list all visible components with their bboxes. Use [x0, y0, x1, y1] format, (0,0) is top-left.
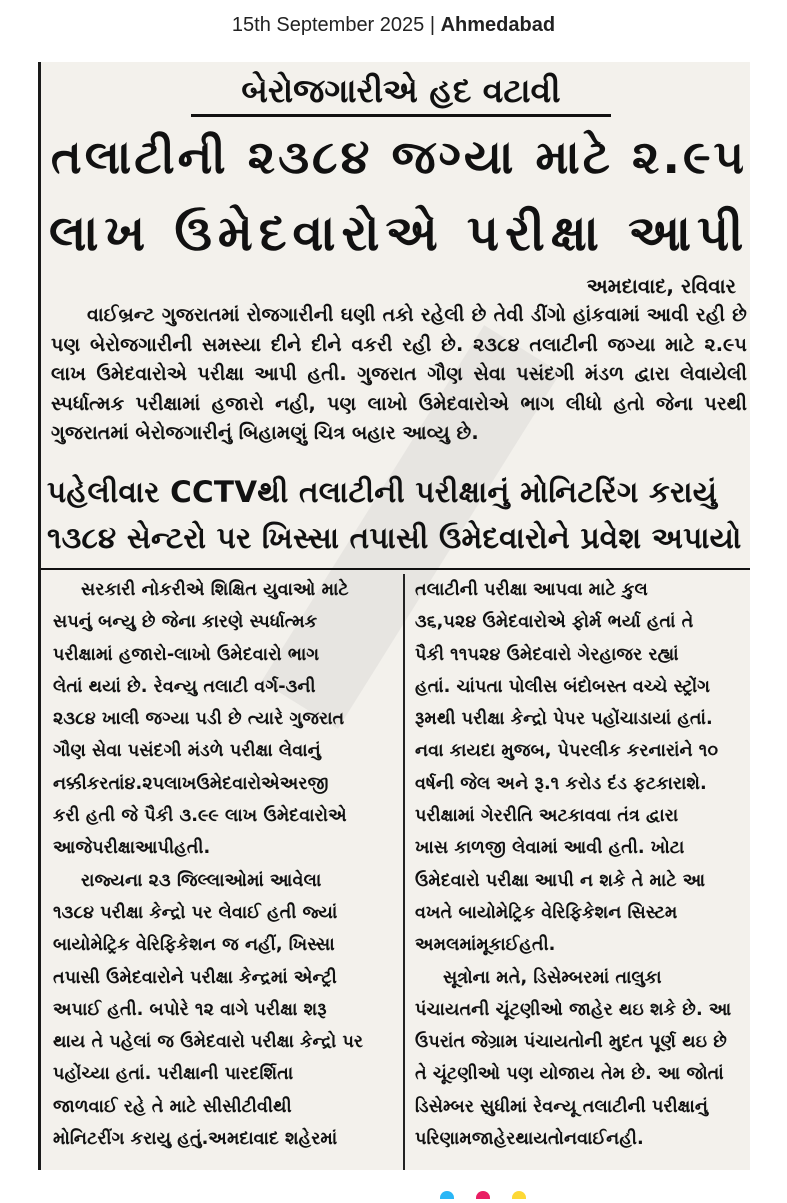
column-line: લેતાં થયાં છે. રેવન્યુ તલાટી વર્ગ-૩ની	[53, 676, 316, 697]
lead-paragraph: વાઈબ્રન્ટ ગુજરાતમાં રોજગારીની ઘણી તકો રહેલી છે તેવી ડીંગો હાંકવામાં આવી રહી છે પણ બેરોજગારીની સમસ્યા દીને દીને વકરી રહી છે. ૨૩૮૪ તલાટીની જગ્યા માટે ૨.૯૫ લાખ ઉમેદવારોએ પરીક્ષા આપી હતી. ગુજરાત ગૌણ સેવા પસંદગી મંડળ દ્વારા લેવાયેલી સ્પર્ધાત્મક પરીક્ષામાં હજારો નહી, પણ લાખો ઉમેદવારોએ ભાગ લીધો હતો જેના પરથી ગુજરાતમાં બેરોજગારીનું બિહામણું ચિત્ર બહાર આવ્યુ છે.	[51, 303, 747, 445]
column-line: વર્ષની જેલ અને રૂ.૧ કરોડ દંડ ફટકારાશે.	[415, 773, 707, 794]
column-line: થાય તે પહેલાં જ ઉમેદવારો પરીક્ષા કેન્દ્રો પર	[53, 1032, 364, 1053]
column-line: હતાં. ચાંપતા પોલીસ બંદોબસ્ત વચ્ચે સ્ટ્રોંગ	[415, 676, 711, 697]
column-line: વખતે બાયોમેટ્રિક વેરિફિકેશન સિસ્ટમ	[415, 902, 678, 923]
column-line: ગૌણ સેવા પસંદગી મંડળે પરીક્ષા લેવાનું	[53, 741, 321, 762]
column-line: અપાઈ હતી. બપોરે ૧૨ વાગે પરીક્ષા શરૂ	[53, 999, 327, 1020]
column-line: ૩૬,૫૨૪ ઉમેદવારોએ ફોર્મ ભર્યા હતાં તે	[415, 612, 694, 633]
column-line: રાજ્યના ૨૩ જિલ્લાઓમાં આવેલા	[81, 870, 322, 891]
column-line: ખાસ કાળજી લેવામાં આવી હતી. ખોટા	[415, 838, 685, 859]
column-line: રૂમથી પરીક્ષા કેન્દ્રો પેપર પહોંચાડાયાં હતાં.	[415, 709, 713, 730]
column-line: બાયોમેટ્રિક વેરિફિકેશન જ નહીં, ખિસ્સા	[53, 935, 335, 956]
column-line: જાળવાઈ રહે તે માટે સીસીટીવીથી	[53, 1096, 292, 1117]
section-divider	[41, 568, 750, 570]
article-kicker: બેરોજગારીએ હદ વટાવી	[191, 68, 611, 117]
city-text: Ahmedabad	[440, 14, 556, 36]
column-line: પરીક્ષામાં હજારો-લાખો ઉમેદવારો ભાગ	[53, 644, 320, 665]
column-line: ઉમેદવારો પરીક્ષા આપી ન શકે તે માટે આ	[415, 870, 706, 891]
registration-mark-magenta	[476, 1191, 490, 1199]
clipping-bottom-edge	[38, 1170, 750, 1200]
column-line: સૂત્રોના મતે, ડિસેમ્બરમાં તાલુકા	[443, 967, 662, 988]
column-line: ડિસેમ્બર સુધીમાં રેવન્યૂ તલાટીની પરીક્ષાનું	[415, 1096, 709, 1117]
headline-line-1: તલાટીની ૨૩૮૪ જગ્યા માટે ૨.૯૫	[50, 130, 748, 184]
headline-line-2: લાખ ઉમેદવારોએ પરીક્ષા આપી	[49, 204, 750, 262]
registration-mark-cyan	[440, 1191, 454, 1199]
page-dateline	[0, 14, 787, 37]
newspaper-clipping	[38, 62, 750, 1176]
right-column	[415, 574, 745, 1155]
registration-mark-yellow	[512, 1191, 526, 1199]
column-line: પંચાયતની ચૂંટણીઓ જાહેર થઇ શકે છે. આ	[415, 999, 732, 1020]
column-line: સપનું બન્યુ છે જેના કારણે સ્પર્ધાત્મક	[53, 612, 318, 633]
column-line: નવા કાયદા મુજબ, પેપરલીક કરનારાંને ૧૦	[415, 741, 719, 762]
dateline-separator: |	[429, 14, 436, 36]
column-line: ૨૩૮૪ ખાલી જગ્યા પડી છે ત્યારે ગુજરાત	[53, 709, 345, 730]
column-line: આજેપરીક્ષાઆપીહતી.	[53, 838, 211, 859]
column-line: પહોંચ્યા હતાં. પરીક્ષાની પારદર્શિતા	[53, 1064, 294, 1085]
column-line: ઉપરાંત જેગ્રામ પંચાયતોની મુદત પૂર્ણ થઇ છે	[415, 1032, 727, 1053]
article-dateline: અમદાવાદ, રવિવાર	[586, 274, 736, 298]
subheadline-line-1: પહેલીવાર CCTVથી તલાટીની પરીક્ષાનું મોનિટરિંગ કરાયું	[47, 475, 718, 509]
column-line: પરીક્ષામાં ગેરરીતિ અટકાવવા તંત્ર દ્વારા	[415, 806, 679, 827]
column-line: તપાસી ઉમેદવારોને પરીક્ષા કેન્દ્રમાં એન્ટ્રી	[53, 967, 337, 988]
registration-marks	[440, 1184, 560, 1198]
column-line: મોનિટરીંગ કરાયુ હતું.અમદાવાદ શહેરમાં	[53, 1129, 338, 1150]
column-line: નક્કીકરતાં૪.૨૫લાખઉમેદવારોએઅરજી	[53, 773, 329, 794]
column-divider	[403, 574, 405, 1176]
column-line: સરકારી નોકરીએ શિક્ષિત યુવાઓ માટે	[81, 580, 349, 600]
date-text: 15th September 2025	[231, 14, 425, 36]
column-line: અમલમાંમૂકાઈહતી.	[415, 935, 556, 956]
column-line: પૈકી ૧૧૫૨૪ ઉમેદવારો ગેરહાજર રહ્યાં	[415, 644, 679, 665]
column-line: ૧૩૮૪ પરીક્ષા કેન્દ્રો પર લેવાઈ હતી જ્યાં	[53, 902, 338, 923]
column-line: તલાટીની પરીક્ષા આપવા માટે કુલ	[415, 580, 648, 600]
left-column	[53, 574, 393, 1155]
column-line: પરિણામજાહેરથાયતોનવાઈનહી.	[415, 1129, 644, 1150]
column-line: તે ચૂંટણીઓ પણ યોજાય તેમ છે. આ જોતાં	[415, 1064, 724, 1085]
subheadline-line-2: ૧૩૮૪ સેન્ટરો પર ખિસ્સા તપાસી ઉમેદવારોને પ્રવેશ અપાયો	[47, 521, 742, 555]
column-line: કરી હતી જે પૈકી ૩.૯૯ લાખ ઉમેદવારોએ	[53, 806, 347, 827]
